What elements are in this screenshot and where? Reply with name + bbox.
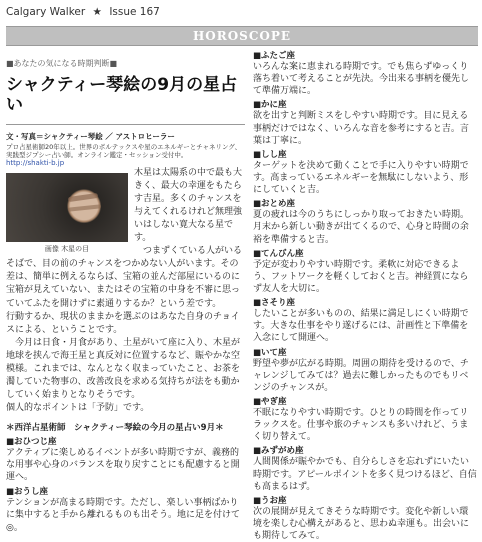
sign-entry: [253, 494, 477, 542]
sign-name: ■みずがめ座: [253, 446, 304, 457]
sign-text: 欲を出すと判断ミスをしやすい時期です。目に見える事柄だけではなく、いろんな音を参考にすると吉。言葉は丁寧に。: [253, 111, 469, 146]
article-paragraph: 木星は太陽系の中で最も大きく、最大の幸運をもたらす吉星。多くのチャンスを与えてくれるけれど無理強いはしない寛大なる星です。: [134, 168, 243, 244]
article-paragraph: つまずくている人がいるそばで、目の前のチャンスをつかめない人がいます。その差は、簡単に例えるならば、宝箱の並んだ部屋にいるのに宝箱が見えていない、またはその宝箱の中身を不審に思っていてふたを開けずに素通りするか？という差です。: [6, 246, 243, 309]
sign-name: ■おとめ座: [253, 199, 296, 210]
sign-entry: [6, 485, 245, 533]
photo-band: [68, 204, 101, 211]
sign-text: 野望や夢が広がる時期。周囲の期待を受けるので、チャレンジしてみては？過去に難しかったものでもリベンジのチャンスが。: [253, 358, 469, 393]
article-byline: 文・写真＝シャクティー琴絵 ／ アストロヒーラー: [6, 131, 175, 141]
sign-entry: [253, 247, 477, 295]
sign-entry: [253, 98, 477, 146]
photo-band: [68, 193, 98, 202]
sign-name: ■おひつじ座: [6, 436, 57, 447]
horoscope-subhead: ＊西洋占星術師 シャクティー琴絵の今月の星占い9月＊: [6, 422, 224, 433]
sign-entry: [253, 444, 477, 492]
sign-name: ■さそり座: [253, 298, 296, 309]
issue-number: Issue 167: [109, 6, 160, 18]
sign-name: ■うお座: [253, 495, 287, 506]
sign-name: ■しし座: [253, 149, 287, 160]
sign-name: ■おうし座: [6, 487, 49, 498]
article-paragraph: 今月は日食・月食があり、土星がいて座に入り、木星が地球を挟んで海王星と真反対に位置するなど、賑やかな空模様。これまでは、なんとなく収まっていたこと、お茶を濁していた物事の、改善改良を求める気持ちが法をも動かしていく始まりとなりそうです。: [6, 337, 241, 400]
sign-text: 予定が変わりやすい時期です。柔軟に対応できるよう、フットワークを軽くしておくと吉。神経質にならず友人を大切に。: [253, 259, 469, 294]
sign-text: 不眠になりやすい時期です。ひとりの時間を作ってリラックスを。仕事や旅のチャンスも多いけれど、うまく切り替えて。: [253, 407, 469, 443]
sign-text: 夏の疲れは今のうちにしっかり取っておきたい時期。月末から新しい動きが出てくるので、心身と時間の余裕を準備すると吉。: [253, 210, 470, 245]
magazine-name: Calgary Walker: [6, 6, 86, 18]
sign-name: ■てんびん座: [253, 248, 304, 259]
sign-entry: [253, 346, 477, 394]
photo-figure: [6, 173, 128, 254]
star-icon: ★: [92, 6, 102, 18]
section-banner: [6, 26, 478, 46]
divider: [6, 124, 245, 125]
sign-entry: [253, 296, 477, 344]
article-title: シャクティー琴絵の9月の星占い: [6, 75, 238, 116]
author-link[interactable]: http://shakti-b.jp: [6, 159, 65, 168]
article-body: [6, 167, 245, 415]
sign-text: いろんな案に恵まれる時期です。でも焦らずゆっくり落ち着いて考えることが先決。今出来る事柄を優先して準備万端に。: [253, 62, 470, 97]
article-column: [6, 48, 245, 534]
sign-text: アクティブに楽しめるイベントが多い時期ですが、義務的な用事や心身のバランスを取り戻すことにも配慮すると開運へ。: [6, 447, 240, 483]
article-paragraph: 個人的なポイントは「予防」です。: [6, 402, 150, 413]
sign-entry: [253, 197, 477, 245]
sign-text: 次の展開が見えてきそうな時期です。変化や新しい環境を楽しむ心構えがあると、思わぬ幸運も。出会いにも期待してみて。: [253, 506, 470, 542]
sign-entry: [253, 395, 477, 443]
banner-title: HOROSCOPE: [192, 29, 292, 43]
sign-entry: [253, 148, 477, 196]
sign-name: ■かに座: [253, 100, 287, 111]
author-bio: プロ占星術師20年以上。世界のボルテックスや星のエネルギーとチャネリング、実践型ジプシー占い師。オンライン鑑定・セッション受付中。: [6, 142, 242, 159]
sign-name: ■いて座: [253, 347, 287, 358]
sign-name: ■やぎ座: [253, 396, 287, 407]
sign-text: ターゲットを決めて動くことで手に入りやすい時期です。高まっているエネルギーを無駄にしないよう、形にしていくと吉。: [253, 160, 469, 196]
sign-entry: [6, 435, 245, 483]
article-subnote: ■あなたの気になる時期判断■: [6, 59, 118, 68]
sign-entry: [253, 49, 477, 97]
sign-text: 人間関係が賑やかでも、自分らしさを忘れずにいたい時期です。アピールポイントを多く見つけるほど、自信も高まるはず。: [253, 457, 477, 492]
horoscope-column: [253, 48, 477, 542]
jupiter-photo: [6, 173, 128, 242]
photo-caption: 画像 木星の目: [44, 245, 90, 254]
sign-text: したいことが多いものの、結果に満足しにくい時期です。大きな仕事をやり遂げるには、計画性と下準備を入念にして開運へ。: [253, 309, 469, 344]
page-header: [6, 6, 164, 18]
sign-name: ■ふたご座: [253, 51, 296, 61]
article-paragraph: 行動するか、現状のままかを選ぶのはあなた自身のチョイスによる、ということです。: [6, 311, 240, 335]
sign-text: テンションが高まる時期です。ただし、楽しい事柄ばかりに集中すると手から離れるものも出そう。地に足を付けて◎。: [6, 498, 241, 533]
